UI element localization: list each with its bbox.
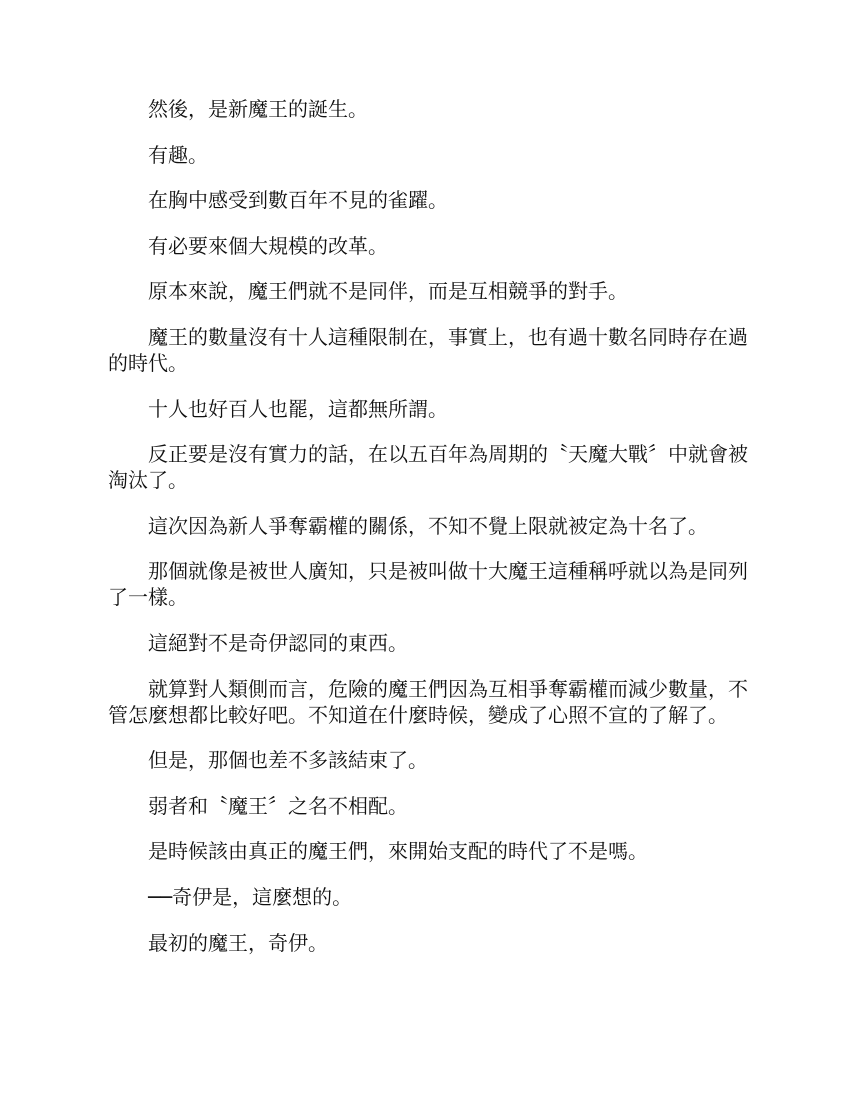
paragraph: 最初的魔王，奇伊。 <box>148 930 328 955</box>
paragraph: 有趣。 <box>148 142 208 167</box>
paragraph: 有必要來個大規模的改革。 <box>148 233 388 258</box>
paragraph: 然後，是新魔王的誕生。 <box>148 97 368 121</box>
body-text <box>108 96 750 975</box>
paragraph: 在胸中感受到數百年不見的雀躍。 <box>148 188 448 213</box>
paragraph: 十人也好百人也罷，這都無所謂。 <box>148 396 448 421</box>
paragraph: 原本來說，魔王們就不是同伴，而是互相競爭的對手。 <box>148 279 628 304</box>
paragraph: ──奇伊是，這麼想的。 <box>148 884 353 909</box>
paragraph: 但是，那個也差不多該結束了。 <box>148 748 428 773</box>
paragraph: 那個就像是被世人廣知，只是被叫做十大魔王這種稱呼就以為是同列了一樣。 <box>108 559 748 610</box>
paragraph: 反正要是沒有實力的話，在以五百年為周期的〝天魔大戰〞中就會被淘汰了。 <box>108 442 748 493</box>
paragraph: 就算對人類側而言，危險的魔王們因為互相爭奪霸權而減少數量，不管怎麼想都比較好吧。不知道在什麼時候，變成了心照不宣的了解了。 <box>108 676 748 727</box>
paragraph: 弱者和〝魔王〞之名不相配。 <box>148 793 408 818</box>
paragraph: 這次因為新人爭奪霸權的關係，不知不覺上限就被定為十名了。 <box>148 513 708 538</box>
paragraph: 魔王的數量沒有十人這種限制在，事實上，也有過十數名同時存在過的時代。 <box>108 324 748 375</box>
paragraph: 這絕對不是奇伊認同的東西。 <box>148 630 408 655</box>
paragraph: 是時候該由真正的魔王們，來開始支配的時代了不是嗎。 <box>148 839 648 864</box>
